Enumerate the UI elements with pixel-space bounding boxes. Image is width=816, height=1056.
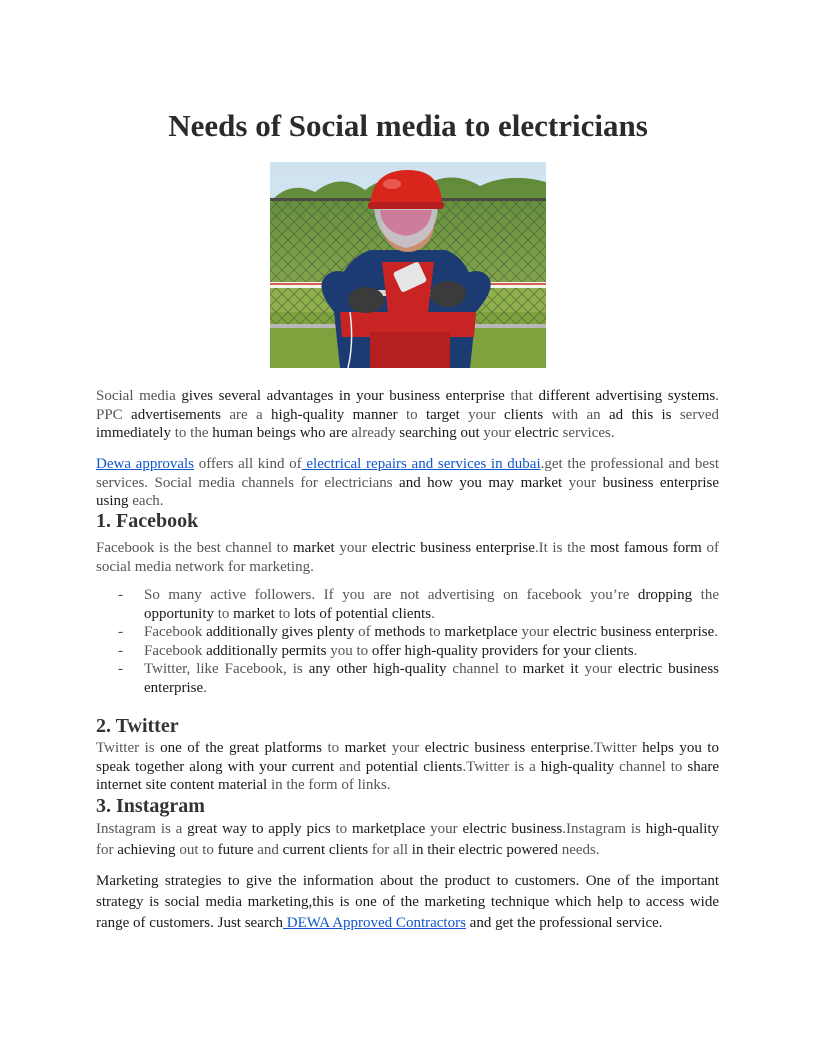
para-text: your — [425, 821, 463, 837]
para-text: channel to — [614, 758, 688, 775]
list-item: - Facebook additionally permits you to offer high-quality providers for your clients. — [118, 642, 719, 661]
instagram-paragraph — [96, 819, 719, 861]
para-text: and — [334, 758, 366, 775]
para-text: needs. — [557, 842, 600, 858]
para-text: marketplace — [352, 821, 426, 837]
intro-text: your — [459, 406, 505, 423]
para-text: share internet site content material — [96, 758, 720, 793]
intro-text: . PPC — [96, 388, 719, 423]
dewa-approved-contractors-link[interactable]: DEWA Approved Contractors — [283, 915, 466, 931]
para-text: of social media network for marketing. — [96, 540, 720, 575]
para-text: helps you to speak together along with your current — [96, 740, 719, 775]
intro-text: that — [504, 388, 539, 404]
intro-text: immediately — [96, 425, 171, 441]
para-text: electric business enterprise — [424, 740, 590, 756]
heading-twitter: 2. Twitter — [96, 715, 179, 737]
para-text: in the form of links. — [267, 777, 391, 793]
intro-text: are a — [221, 406, 271, 423]
intro-text: searching out — [399, 425, 480, 441]
twitter-paragraph — [96, 739, 719, 795]
electrician-illustration — [270, 162, 546, 368]
para-text: great way to apply pics — [187, 821, 331, 837]
para-text: .Instagram is — [562, 821, 646, 837]
para-text: Instagram is a — [96, 821, 188, 837]
heading-facebook: 1. Facebook — [96, 510, 199, 532]
intro-text: to — [397, 406, 426, 423]
para-text: high-quality — [540, 758, 615, 775]
intro-text: services. — [558, 425, 615, 441]
para-text: and — [253, 842, 283, 858]
facebook-list — [118, 586, 719, 697]
para-text: market — [344, 740, 387, 756]
list-item: - Facebook additionally gives plenty of methods to marketplace your electric business enterprise. — [118, 623, 719, 642]
intro-text: with an — [543, 406, 609, 423]
para-text: your — [386, 740, 425, 756]
para-text: out to — [175, 842, 218, 858]
intro-text: already — [347, 425, 400, 441]
para-text: .Twitter — [589, 740, 643, 756]
dewa-approvals-link[interactable]: Dewa approvals — [96, 456, 194, 472]
intro-text: to the — [170, 425, 213, 441]
para-text: to — [321, 740, 345, 756]
para-text: Twitter is — [96, 740, 161, 756]
para-text: for — [96, 842, 118, 858]
intro-text: Social media — [96, 388, 182, 404]
para-text: most famous form — [590, 540, 702, 556]
closing-paragraph — [96, 871, 719, 934]
intro-text: your — [479, 425, 515, 441]
list-item: - Twitter, like Facebook, is any other high-quality channel to market it your electric business enterprise. — [118, 660, 719, 697]
dewa-paragraph — [96, 455, 719, 511]
para-text: offers all kind of — [194, 456, 302, 472]
intro-text: gives several advantages in your business enterprise — [181, 388, 505, 404]
page-title: Needs of Social media to electricians — [168, 108, 648, 143]
intro-text: human beings who are — [212, 425, 348, 441]
para-text: high-quality — [645, 821, 720, 837]
para-text: .It is the — [534, 540, 591, 556]
para-text: one of the great platforms — [160, 740, 322, 756]
para-text: Marketing strategies to give the information about the product to customers. One of the important strategy is social media marketing,this is one of the marketing technique which help to access wide range of customers. Just search — [96, 873, 719, 931]
para-text: in their electric powered — [411, 842, 558, 858]
intro-text: high-quality manner — [270, 406, 398, 423]
intro-text: target — [425, 406, 460, 423]
para-text: current clients — [282, 842, 369, 858]
para-text: electric business enterprise — [371, 540, 535, 556]
para-text: each. — [128, 493, 164, 509]
para-text: achieving — [117, 842, 176, 858]
intro-text: clients — [504, 406, 544, 423]
para-text: for all — [368, 842, 412, 858]
para-text: future — [217, 842, 254, 858]
facebook-paragraph — [96, 539, 719, 576]
para-text: to — [330, 821, 352, 837]
intro-text: advertisements — [131, 406, 222, 423]
para-text: .Twitter is a — [462, 758, 541, 775]
intro-text: electric — [514, 425, 559, 441]
intro-text: ad this is — [609, 406, 672, 423]
intro-paragraph — [96, 387, 719, 443]
intro-text: served — [671, 406, 719, 423]
para-text: your — [334, 540, 372, 556]
para-text: market — [293, 540, 335, 556]
para-text: and get the professional service. — [465, 915, 663, 931]
para-text: potential clients — [365, 758, 463, 775]
para-text: your — [562, 474, 603, 491]
list-item: - So many active followers. If you are not advertising on facebook you’re dropping the opportunity to market to lots of potential clients. — [118, 586, 719, 623]
para-text: electric business — [462, 821, 563, 837]
para-text: and how you may market — [399, 474, 563, 491]
intro-text: different advertising systems — [538, 388, 716, 404]
electrician-photo — [270, 162, 546, 368]
para-text: .get the professional and best services. Social media channels for electricians — [96, 456, 719, 491]
heading-instagram: 3. Instagram — [96, 795, 205, 817]
para-text: business enterprise using — [96, 474, 719, 509]
para-text: Facebook is the best channel to — [96, 540, 294, 556]
electrical-repairs-link[interactable]: electrical repairs and services in dubai — [301, 456, 541, 472]
